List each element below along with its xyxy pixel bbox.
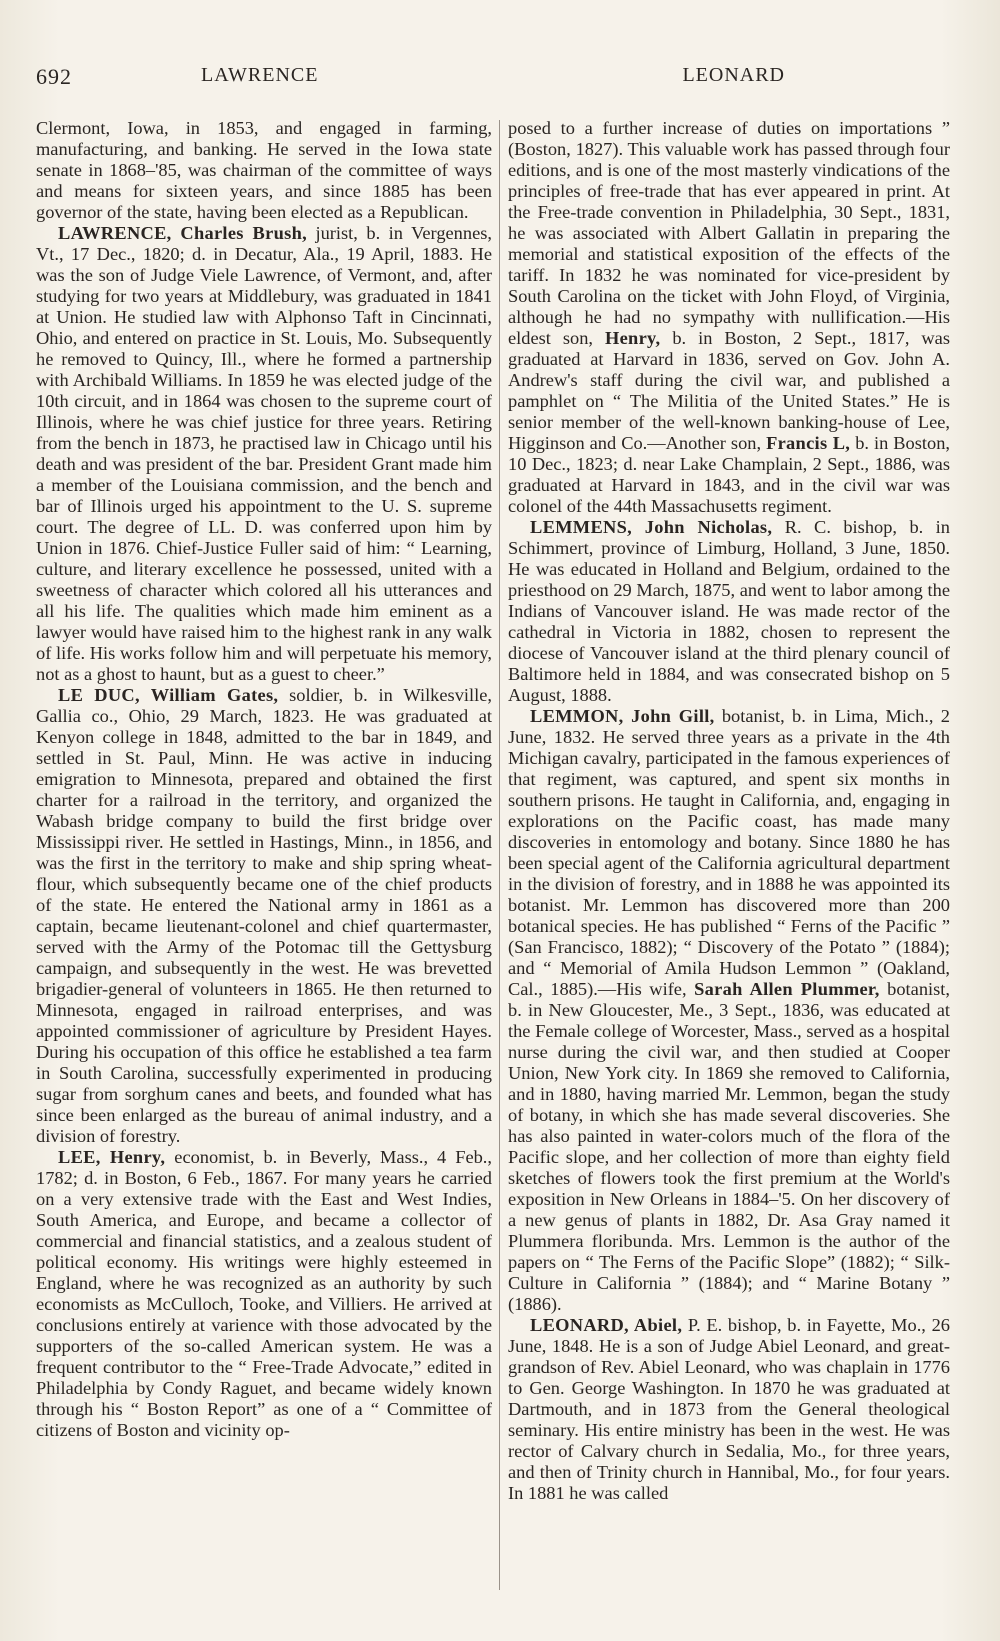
son-name: Francis L, — [766, 433, 851, 453]
entry-text: R. C. bishop, b. in Schimmert, province of Limburg, Holland, 3 June, 1850. He was educated in Holland and Belgium, ordained to the priesthood on 29 March, 1875, and went to labor among the Indians of Vancouver island. He was made rector of the cathedral in Victoria in 1882, chosen to represent the diocese of Vancouver island at the third plenary council of Baltimore held in 1884, and was consecrated bishop on 5 August, 1888. — [508, 517, 950, 705]
entry-text: botanist, b. in New Gloucester, Me., 3 Sept., 1836, was educated at the Female college of Worcester, Mass., served as a hospital nurse during the civil war, and then studied at Cooper Union, New York city. In 1869 she removed to California, and in 1880, having married Mr. Lemmon, began the study of botany, in which she has made several discoveries. She has also painted in water-colors much of the flora of the Pacific slope, and her collection of more than eighty field sketches of flowers took the first premium at the World's exposition in New Orleans in 1884–'5. On her discovery of a new genus of plants in 1882, Dr. Asa Gray named it Plummera floribunda. Mrs. Lemmon is the author of the papers on “ The Ferns of the Pacific Slope” (1882); “ Silk-Culture in California ” (1884); and “ Marine Botany ” (1886). — [508, 979, 950, 1314]
entry-lemmens — [508, 517, 950, 706]
left-column — [36, 118, 492, 1441]
entry-le-duc — [36, 685, 492, 1147]
entry-lemmon — [508, 706, 950, 1315]
son-name: Henry, — [604, 328, 661, 348]
entry-heading: LEMMON, John Gill, — [530, 706, 715, 726]
right-column — [508, 118, 950, 1504]
continuation-text: posed to a further increase of duties on importations ” (Boston, 1827). This valuable work has passed through four editions, and is one of the most masterly vindications of the principles of free-trade that has ever appeared in print. At the Free-trade convention in Philadelphia, 30 Sept., 1831, he was associated with Albert Gallatin in preparing the memorial and statistical exposition of the effects of the tariff. In 1832 he was nominated for vice-president by South Carolina on the ticket with John Floyd, of Virginia, although he had no sympathy with nullification.—His eldest son, — [508, 118, 950, 348]
continuation-paragraph: Clermont, Iowa, in 1853, and engaged in farming, manufacturing, and banking. He served in the Iowa state senate in 1868–'85, was chairman of the committee of ways and means for sixteen years, and since 1885 has been governor of the state, having been elected as a Republican. — [36, 118, 492, 222]
running-header — [36, 64, 960, 94]
continuation-text: b. in Boston, 2 Sept., 1817, was graduated at Harvard in 1836, served on Gov. John A. Andrew's staff during the civil war, and published a pamphlet on “ The Militia of the United States.” He is senior member of the well-known banking-house of Lee, Higginson and Co.—Another son, — [508, 328, 950, 453]
entry-heading: LAWRENCE, Charles Brush, — [58, 223, 307, 243]
left-running-head: LAWRENCE — [201, 64, 319, 86]
entry-text: jurist, b. in Vergennes, Vt., 17 Dec., 1820; d. in Decatur, Ala., 19 April, 1883. He was the son of Judge Viele Lawrence, of Vermont, and, after studying for two years at Middlebury, was graduated in 1841 at Union. He studied law with Alphonso Taft in Cincinnati, Ohio, and entered on practice in St. Louis, Mo. Subsequently he removed to Quincy, Ill., where he formed a partnership with Archibald Williams. In 1859 he was elected judge of the 10th circuit, and in 1864 was chosen to the supreme court of Illinois, where he was chief justice for three years. Retiring from the bench in 1873, he practised law in Chicago until his death and was president of the bar. President Grant made him a member of the Louisiana commission, and the bench and bar of Illinois urged his appointment to the U. S. supreme court. The degree of LL. D. was conferred upon him by Union in 1876. Chief-Justice Fuller said of him: “ Learning, culture, and literary excellence he possessed, united with a sweetness of character which colored all his utterances and all his life. The qualities which made him eminent as a lawyer would have raised him to the highest rank in any walk of life. His works follow him and will perpetuate his memory, not as a ghost to haunt, but as a guest to cheer.” — [36, 223, 492, 684]
entry-heading: LEMMENS, John Nicholas, — [530, 517, 773, 537]
continuation-paragraph — [508, 118, 950, 517]
entry-lee — [36, 1147, 492, 1441]
page-number: 692 — [36, 64, 72, 89]
entry-leonard — [508, 1315, 950, 1504]
entry-lawrence — [36, 223, 492, 685]
entry-text: soldier, b. in Wilkesville, Gallia co., Ohio, 29 March, 1823. He was graduated at Kenyon college in 1848, admitted to the bar in 1849, and settled in St. Paul, Minn. He was active in inducing emigration to Minnesota, prepared and obtained the first charter for a railroad in the territory, and organized the Wabash bridge company to build the first bridge over Mississippi river. He settled in Hastings, Minn., in 1856, and was the first in the territory to make and ship spring wheat-flour, which subsequently became one of the chief products of the state. He entered the National army in 1861 as a captain, became lieutenant-colonel and chief quartermaster, served with the Army of the Potomac till the Gettysburg campaign, and subsequently in the west. He was brevetted brigadier-general of volunteers in 1865. He then returned to Minnesota, engaged in railroad enterprises, and was appointed commissioner of agriculture by President Hayes. During his occupation of this office he established a tea farm in South Carolina, successfully experimented in producing sugar from sorghum canes and beets, and founded what has since been enlarged as the bureau of animal industry, and a division of forestry. — [36, 685, 492, 1146]
wife-name: Sarah Allen Plummer, — [694, 979, 880, 999]
continuation-text: b. in Boston, 10 Dec., 1823; d. near Lake Champlain, 2 Sept., 1886, was graduated at Harvard in 1843, and in the civil war was colonel of the 44th Massachusetts regiment. — [508, 433, 951, 516]
entry-text: P. E. bishop, b. in Fayette, Mo., 26 June, 1848. He is a son of Judge Abiel Leonard, and great-grandson of Rev. Abiel Leonard, who was chaplain in 1776 to Gen. George Washington. In 1870 he was graduated at Dartmouth, and in 1873 from the General theological seminary. His entire ministry has been in the west. He was rector of Calvary church in Sedalia, Mo., for three years, and then of Trinity church in Hannibal, Mo., for four years. In 1881 he was called — [508, 1315, 950, 1503]
entry-heading: LE DUC, William Gates, — [58, 685, 279, 705]
column-divider — [499, 120, 500, 1590]
entry-heading: LEONARD, Abiel, — [530, 1315, 683, 1335]
entry-text: economist, b. in Beverly, Mass., 4 Feb., 1782; d. in Boston, 6 Feb., 1867. For many years he carried on a very extensive trade with the East and West Indies, South America, and Europe, and became a collector of commercial and financial statistics, and a zealous student of political economy. His writings were highly esteemed in England, where he was recognized as an authority by such economists as McCulloch, Tooke, and Villiers. He arrived at conclusions entirely at varience with those advocated by the supporters of the so-called American system. He was a frequent contributor to the “ Free-Trade Advocate,” edited in Philadelphia by Condy Raguet, and became widely known through his “ Boston Report” as one of a “ Committee of citizens of Boston and vicinity op- — [36, 1147, 493, 1440]
entry-heading: LEE, Henry, — [58, 1147, 166, 1167]
entry-text: botanist, b. in Lima, Mich., 2 June, 1832. He served three years as a private in the 4th Michigan cavalry, participated in the famous experiences of that regiment, was captured, and spent six months in southern prisons. He taught in California, and, engaging in explorations on the Pacific coast, has made many discoveries in entomology and botany. Since 1880 he has been special agent of the California agricultural department in the division of forestry, and in 1888 he was appointed its botanist. Mr. Lemmon has discovered more than 200 botanical species. He has published “ Ferns of the Pacific ” (San Francisco, 1882); “ Discovery of the Potato ” (1884); and “ Memorial of Amila Hudson Lemmon ” (Oakland, Cal., 1885).—His wife, — [508, 706, 950, 999]
right-running-head: LEONARD — [682, 64, 785, 86]
